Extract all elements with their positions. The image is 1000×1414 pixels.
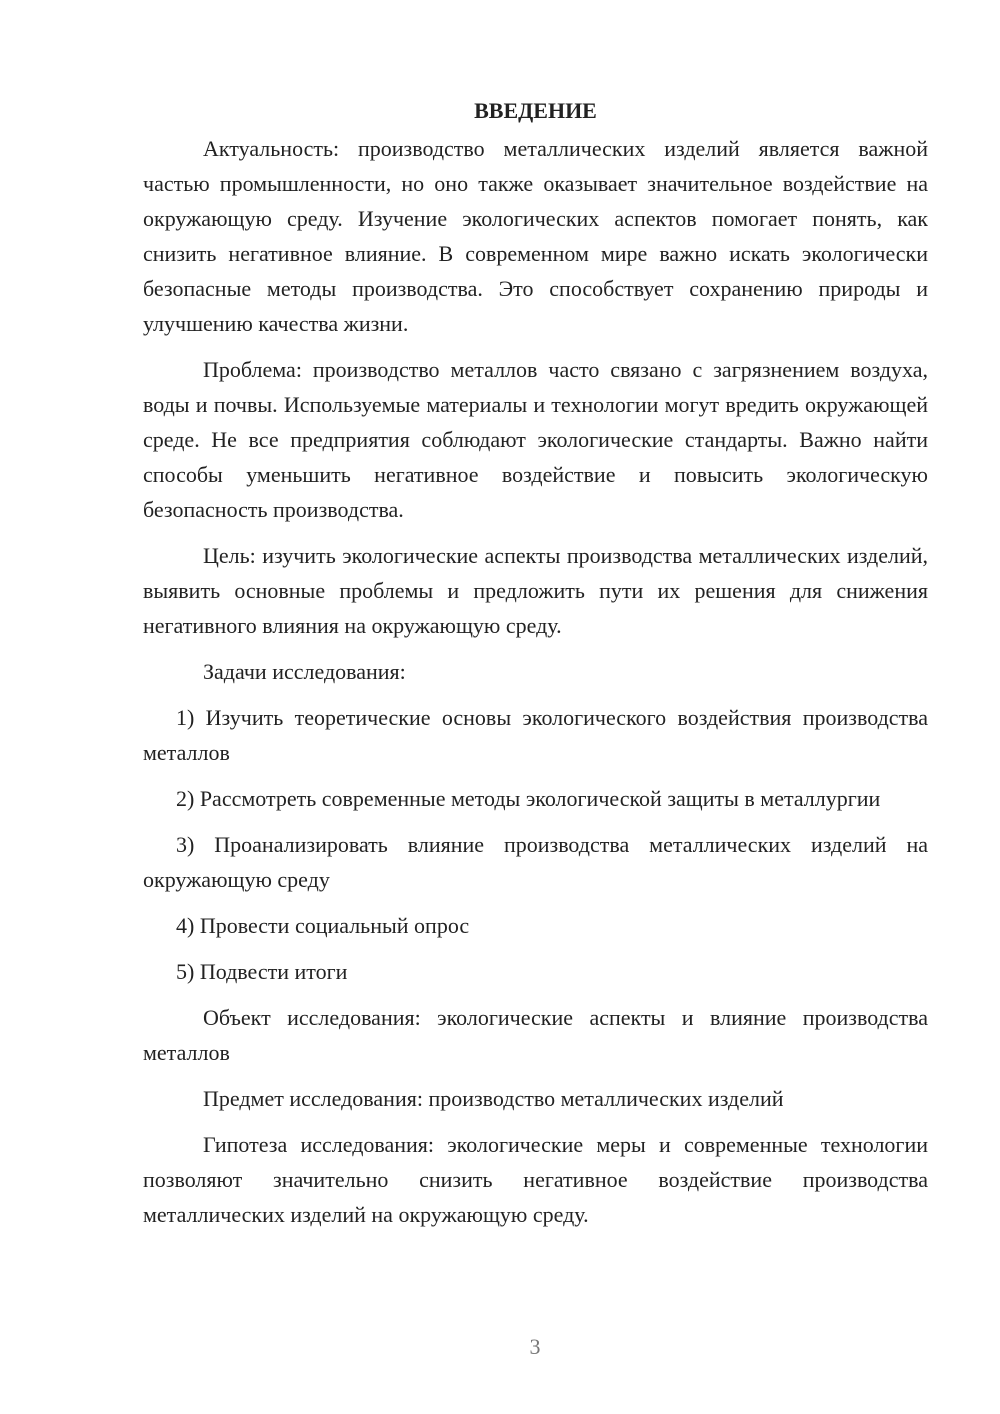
- task-item: 3) Проанализировать влияние производства металлических изделий на окружающую среду: [143, 832, 928, 892]
- page-number: 3: [529, 1334, 541, 1359]
- subject-paragraph: Предмет исследования: производство металлических изделий: [203, 1086, 784, 1111]
- goal-paragraph: Цель: изучить экологические аспекты производства металлических изделий, выявить основные проблемы и предложить пути их решения для снижения негативного влияния на окружающую среду.: [143, 543, 928, 638]
- task-item: 1) Изучить теоретические основы экологического воздействия производства металлов: [143, 705, 928, 765]
- task-item: 4) Провести социальный опрос: [176, 913, 470, 938]
- tasks-heading: Задачи исследования:: [203, 659, 406, 684]
- task-item: 2) Рассмотреть современные методы экологической защиты в металлургии: [176, 786, 881, 811]
- object-paragraph: Объект исследования: экологические аспекты и влияние производства металлов: [143, 1005, 928, 1065]
- task-item: 5) Подвести итоги: [176, 959, 348, 984]
- page-content: [143, 96, 928, 1243]
- page-title: ВВЕДЕНИЕ: [474, 98, 597, 123]
- problem-paragraph: Проблема: производство металлов часто связано с загрязнением воздуха, воды и почвы. Используемые материалы и технологии могут вредить окружающей среде. Не все предприятия соблюдают экологические стандарты. Важно найти способы уменьшить негативное воздействие и повысить экологическую безопасность производства.: [143, 357, 928, 522]
- relevance-paragraph: Актуальность: производство металлических изделий является важной частью промышленности, но оно также оказывает значительное воздействие на окружающую среду. Изучение экологических аспектов помогает понять, как снизить негативное влияние. В современном мире важно искать экологически безопасные методы производства. Это способствует сохранению природы и улучшению качества жизни.: [143, 136, 928, 336]
- hypothesis-paragraph: Гипотеза исследования: экологические меры и современные технологии позволяют значительно снизить негативное воздействие производства металлических изделий на окружающую среду.: [143, 1132, 928, 1227]
